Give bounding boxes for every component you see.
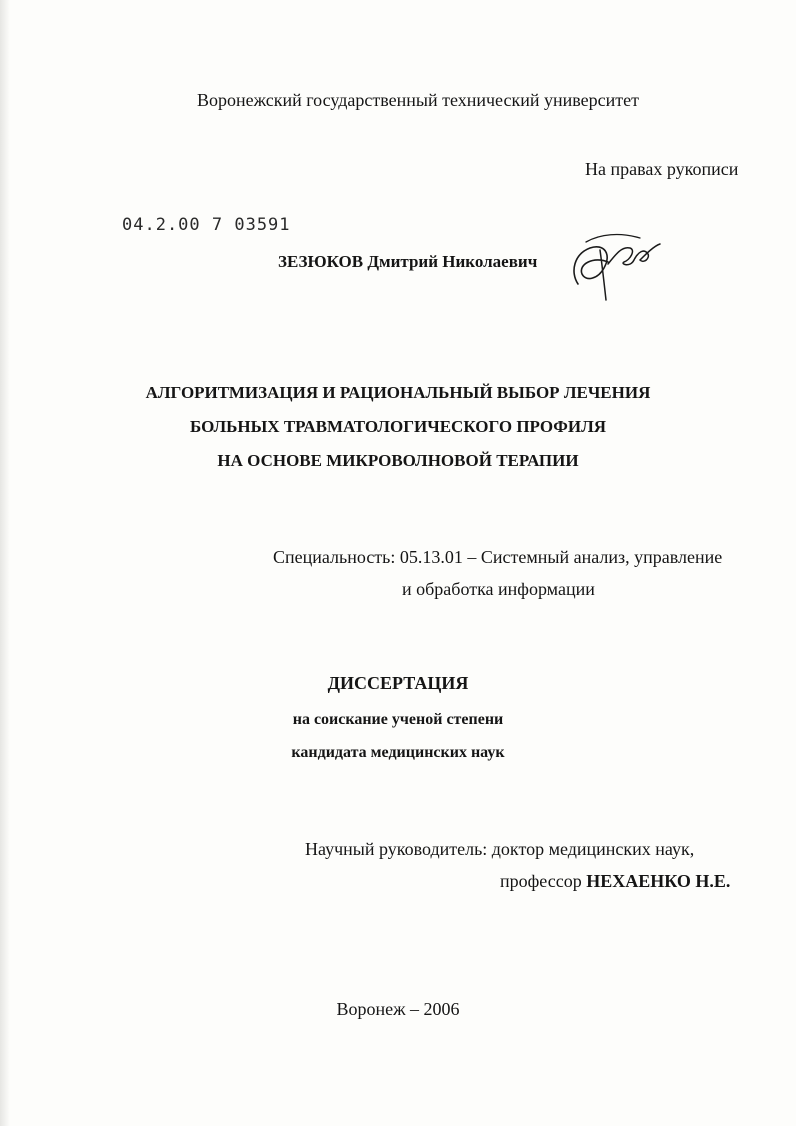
- dissertation-title-line-2: БОЛЬНЫХ ТРАВМАТОЛОГИЧЕСКОГО ПРОФИЛЯ: [189, 417, 607, 436]
- city-year: Воронеж – 2006: [336, 999, 460, 1019]
- scan-edge-shadow: [0, 0, 10, 1126]
- inventory-number: 04.2.00 7 03591: [122, 215, 291, 235]
- dissertation-title-line-1: АЛГОРИТМИЗАЦИЯ И РАЦИОНАЛЬНЫЙ ВЫБОР ЛЕЧЕНИЯ: [145, 383, 651, 402]
- university-name: Воронежский государственный технический университет: [197, 90, 639, 110]
- supervisor-name-line: [500, 870, 730, 892]
- supervisor-name: НЕХАЕНКО Н.Е.: [586, 871, 731, 891]
- supervisor-title: профессор: [500, 871, 582, 891]
- degree-line-1: на соискание ученой степени: [292, 711, 504, 728]
- supervisor-line: Научный руководитель: доктор медицинских наук,: [305, 839, 695, 859]
- document-type-heading: ДИССЕРТАЦИЯ: [327, 673, 469, 693]
- dissertation-title-line-3: НА ОСНОВЕ МИКРОВОЛНОВОЙ ТЕРАПИИ: [217, 451, 579, 470]
- specialty-line-2: и обработка информации: [402, 579, 595, 599]
- signature-image: [560, 224, 670, 306]
- specialty-line-1: Специальность: 05.13.01 – Системный анализ, управление: [273, 547, 723, 567]
- degree-line-2: кандидата медицинских наук: [291, 744, 505, 761]
- author-name: ЗЕЗЮКОВ Дмитрий Николаевич: [278, 252, 538, 271]
- manuscript-note: На правах рукописи: [585, 159, 739, 179]
